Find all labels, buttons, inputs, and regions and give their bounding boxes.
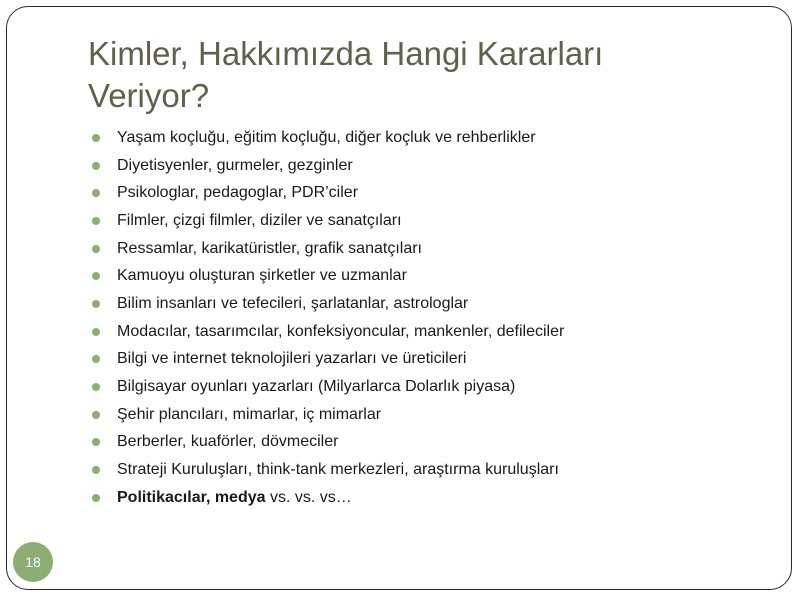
bullet-dot-icon: [92, 272, 100, 280]
list-item: [92, 235, 732, 263]
bullet-text: Ressamlar, karikatüristler, grafik sanatçıları: [117, 239, 422, 257]
bullet-text: Psikologlar, pedagoglar, PDR’ciler: [117, 184, 359, 202]
list-item: [92, 290, 732, 318]
bullet-text: Kamuoyu oluşturan şirketler ve uzmanlar: [117, 267, 407, 285]
list-item: [92, 152, 732, 180]
bullet-rest-text: vs. vs. vs…: [265, 488, 352, 506]
list-item: [92, 346, 732, 374]
bullet-text: Şehir plancıları, mimarlar, iç mimarlar: [117, 405, 382, 423]
bullet-dot-icon: [92, 134, 100, 142]
bullet-dot-icon: [92, 383, 100, 391]
list-item: [92, 124, 732, 152]
page-number-badge: [13, 542, 53, 582]
bullet-dot-icon: [92, 162, 100, 170]
bullet-dot-icon: [92, 466, 100, 474]
bullet-dot-icon: [92, 494, 100, 502]
bullet-text: Berberler, kuaförler, dövmeciler: [117, 433, 339, 451]
bullet-text: Yaşam koçluğu, eğitim koçluğu, diğer koçluk ve rehberlikler: [117, 128, 536, 146]
bullet-bold-text: Politikacılar, medya: [117, 488, 266, 506]
page-number: 18: [25, 554, 41, 570]
bullet-text: Modacılar, tasarımcılar, konfeksiyoncular, mankenler, defileciler: [117, 322, 565, 340]
list-item: [92, 262, 732, 290]
bullet-dot-icon: [92, 438, 100, 446]
bullet-dot-icon: [92, 300, 100, 308]
list-item: [92, 207, 732, 235]
bullet-text: Diyetisyenler, gurmeler, gezginler: [117, 156, 353, 174]
bullet-text-last: [117, 489, 352, 507]
list-item: [92, 429, 732, 457]
list-item: [92, 456, 732, 484]
bullet-text: Bilgi ve internet teknolojileri yazarları ve üreticileri: [117, 350, 467, 368]
list-item-last: [92, 484, 732, 512]
bullet-dot-icon: [92, 217, 100, 225]
bullet-dot-icon: [92, 328, 100, 336]
slide-title: Kimler, Hakkımızda Hangi Kararları Veriyor?: [88, 35, 604, 114]
list-item: [92, 401, 732, 429]
bullet-text: Strateji Kuruluşları, think-tank merkezleri, araştırma kuruluşları: [117, 461, 559, 479]
bullet-text: Filmler, çizgi filmler, diziler ve sanatçıları: [117, 211, 402, 229]
bullet-text: Bilim insanları ve tefecileri, şarlatanlar, astrologlar: [117, 294, 469, 312]
list-item: [92, 373, 732, 401]
bullet-dot-icon: [92, 355, 100, 363]
bullet-list: [92, 124, 732, 512]
bullet-dot-icon: [92, 411, 100, 419]
bullet-dot-icon: [92, 189, 100, 197]
bullet-dot-icon: [92, 245, 100, 253]
list-item: [92, 318, 732, 346]
bullet-text: Bilgisayar oyunları yazarları (Milyarlarca Dolarlık piyasa): [117, 378, 516, 396]
list-item: [92, 179, 732, 207]
